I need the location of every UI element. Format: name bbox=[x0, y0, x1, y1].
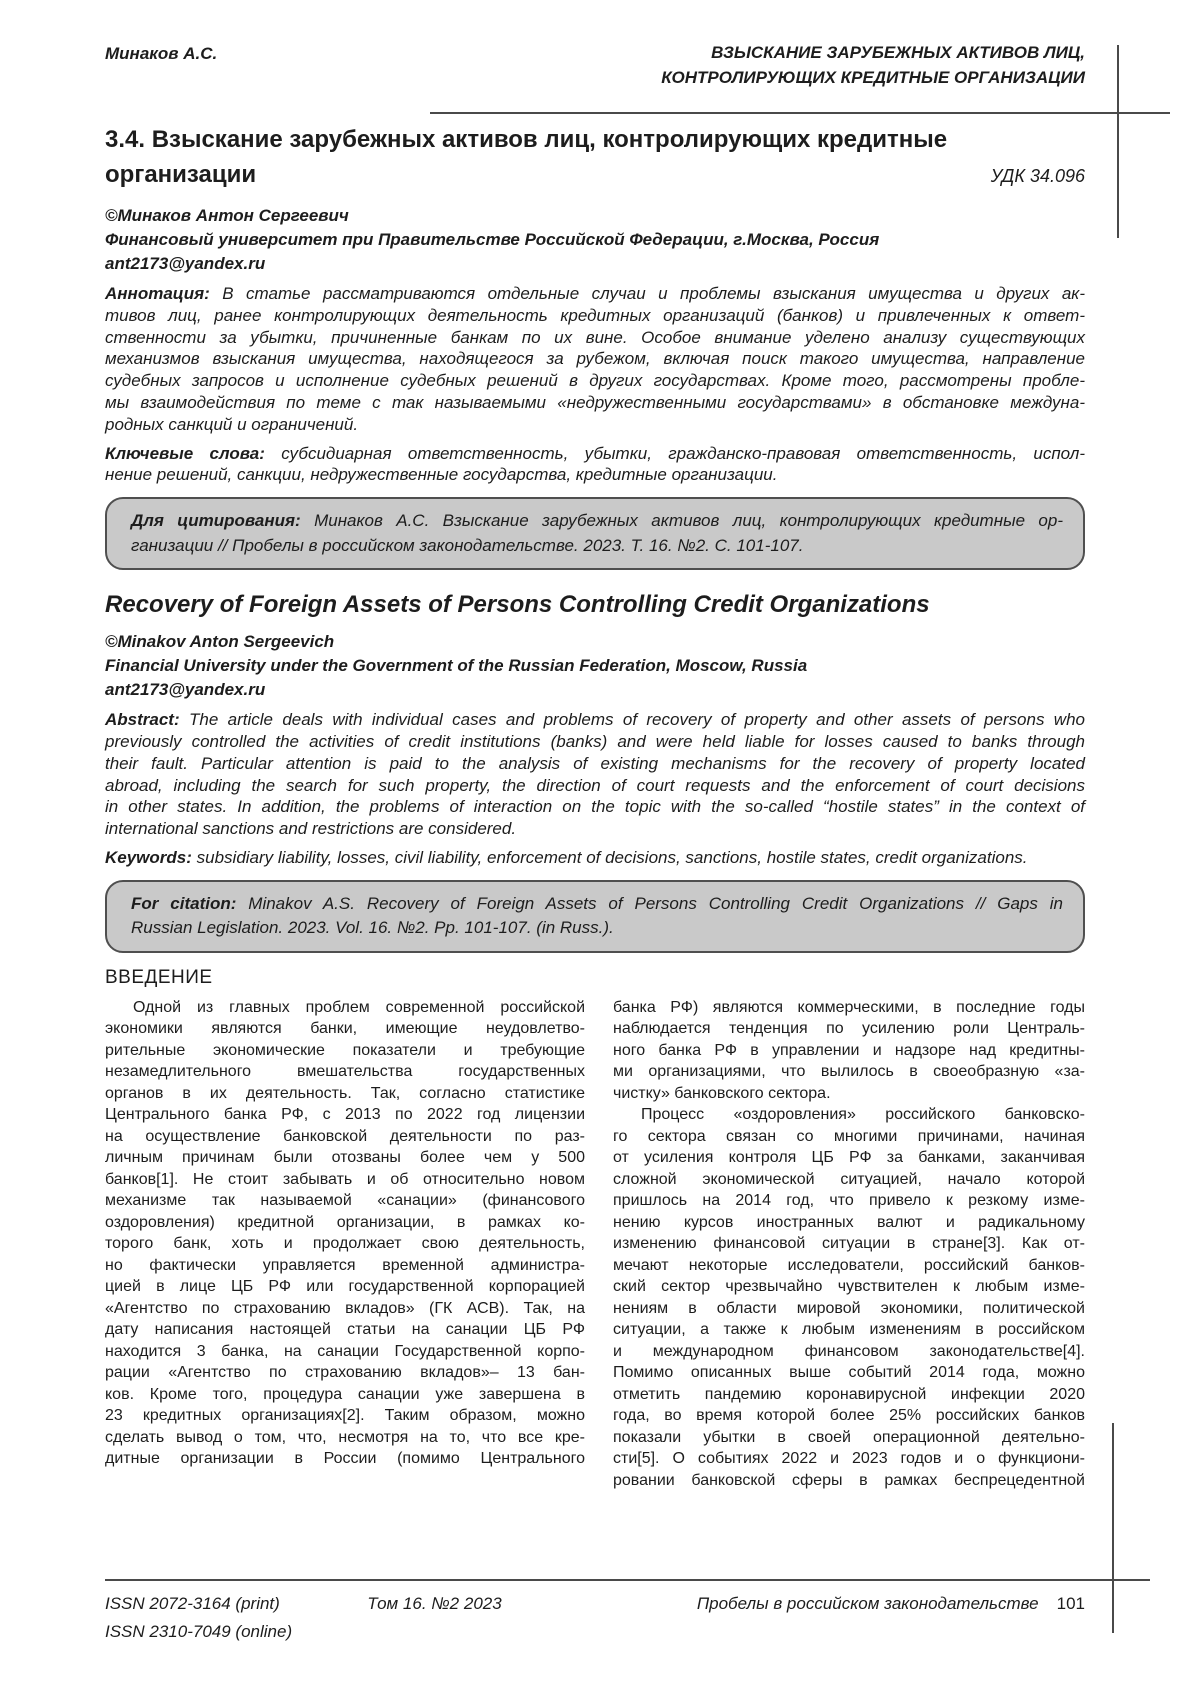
text-line: abroad, including the search for such property, the direction of court requests and the enforcement of court decisions bbox=[105, 775, 1085, 795]
text-line: года, во время которой более 25% российских банков bbox=[613, 1407, 1085, 1425]
text-line: пришлось на 2014 год, что привело к резкому изме- bbox=[613, 1192, 1085, 1210]
authors-block-ru bbox=[105, 204, 1085, 276]
text-line: личным причинам были отозваны более чем у 500 bbox=[105, 1149, 585, 1167]
text-line: торого банк, хоть и продолжает свою деятельность, bbox=[105, 1235, 585, 1253]
text-line: their fault. Particular attention is paid to the analysis of existing mechanisms for the recovery of property located bbox=[105, 753, 1085, 773]
running-head-title bbox=[661, 40, 1085, 90]
footer-journal-group bbox=[697, 1590, 1085, 1618]
footer-volume: Том 16. №2 2023 bbox=[367, 1594, 502, 1613]
text-line: тивов лиц, ранее контролирующих деятельность кредитных организаций (банков) и привлеченных к ответ- bbox=[105, 305, 1085, 325]
keywords-en bbox=[105, 847, 1085, 869]
text-line: рации «Агентство по страхованию вкладов»– 13 бан- bbox=[105, 1364, 585, 1382]
text-line: ственности за убытки, причиненные банкам по их вине. Особое внимание уделено анализу существующих bbox=[105, 327, 1085, 347]
text-line: цией в лице ЦБ РФ или государственной корпорацией bbox=[105, 1278, 585, 1296]
text-line: Одной из главных проблем современной российской bbox=[133, 998, 585, 1016]
text-line: Keywords: subsidiary liability, losses, civil liability, enforcement of decisions, sanctions, hostile states, credit organizations. bbox=[105, 847, 1028, 867]
text-line: Abstract: The article deals with individual cases and problems of recovery of property and other assets of persons who bbox=[105, 710, 1085, 730]
body-column-right bbox=[613, 997, 1085, 1492]
text-line: ровании банковской сферы в рамках беспрецедентной bbox=[613, 1471, 1085, 1489]
running-head-title-line1: ВЗЫСКАНИЕ ЗАРУБЕЖНЫХ АКТИВОВ ЛИЦ, bbox=[711, 43, 1085, 62]
article-title-ru-line1: 3.4. Взыскание зарубежных активов лиц, контролирующих кредитные bbox=[105, 126, 948, 153]
article-title-ru bbox=[105, 122, 1085, 194]
text-line: механизмов взыскания имущества, находящегося за рубежом, включая поиск такого имущества, направление bbox=[105, 349, 1085, 369]
article-title-ru-line2: организации bbox=[105, 161, 257, 188]
text-line: находится 3 банка, на санации Государственной корпо- bbox=[105, 1342, 585, 1360]
text-line: от усиления контроля ЦБ РФ за банками, заканчивая bbox=[613, 1149, 1085, 1167]
text-line: international sanctions and restrictions are considered. bbox=[105, 819, 517, 839]
abstract-en bbox=[105, 709, 1085, 840]
paragraph-lead: Keywords: bbox=[105, 847, 197, 867]
text-line: мы взаимодействия по теме с так называемыми «недружественными государствами» в обстановке междуна- bbox=[105, 392, 1085, 412]
text-line: родных санкций и ограничений. bbox=[105, 414, 359, 434]
running-head bbox=[105, 0, 1085, 90]
running-head-author: Минаков А.С. bbox=[105, 44, 218, 63]
running-head-title-line2: КОНТРОЛИРУЮЩИХ КРЕДИТНЫЕ ОРГАНИЗАЦИИ bbox=[661, 68, 1085, 87]
text-line: мечают некоторые исследователи, российский банков- bbox=[613, 1256, 1085, 1274]
author-name-en: ©Minakov Anton Sergeevich bbox=[105, 632, 335, 652]
text-line: наблюдается тенденция по усилению роли Централь- bbox=[613, 1020, 1085, 1038]
author-affiliation-en: Financial University under the Government of the Russian Federation, Moscow, Russia bbox=[105, 656, 808, 676]
text-line: оздоровления) кредитной организации, в рамках ко- bbox=[105, 1213, 585, 1231]
text-line: судебных запросов и исполнение судебных решений в других государствах. Кроме того, рассмотрены пробле- bbox=[105, 371, 1085, 391]
issn-block bbox=[105, 1590, 292, 1646]
issn-online: ISSN 2310-7049 (online) bbox=[105, 1622, 293, 1641]
text-line: нению курсов иностранных валют и радикальному bbox=[613, 1213, 1085, 1231]
footer-rule bbox=[105, 1579, 1150, 1581]
issn-print: ISSN 2072-3164 (print) bbox=[105, 1594, 280, 1613]
text-line: ский сектор чрезвычайно чувствителен к любым изме- bbox=[613, 1278, 1085, 1296]
author-affiliation-ru: Финансовый университет при Правительстве Российской Федерации, г.Москва, Россия bbox=[105, 230, 880, 249]
text-line: механизме так называемой «санации» (финансового bbox=[105, 1192, 585, 1210]
text-line: For citation: Minakov A.S. Recovery of Foreign Assets of Persons Controlling Credit Organizations // Gaps in bbox=[131, 893, 1063, 913]
text-line: рительные экономические показатели и требующие bbox=[105, 1041, 585, 1059]
article-title-ru-line2-row bbox=[105, 157, 1085, 194]
text-line: Процесс «оздоровления» российского банковско- bbox=[641, 1106, 1085, 1124]
text-line: изменению финансовой ситуации в стране[3]. Как от- bbox=[613, 1235, 1085, 1253]
text-line: показали убытки в своей операционной деятельно- bbox=[613, 1428, 1085, 1446]
text-line: ганизации // Пробелы в российском законодательстве. 2023. Т. 16. №2. С. 101-107. bbox=[131, 535, 804, 555]
author-email-en: ant2173@yandex.ru bbox=[105, 680, 266, 700]
citation-box-ru bbox=[105, 497, 1085, 570]
text-line: Russian Legislation. 2023. Vol. 16. №2. Pp. 101-107. (in Russ.). bbox=[131, 918, 614, 938]
text-line: ного банка РФ в управлении и надзоре над кредитны- bbox=[613, 1041, 1085, 1059]
page-trim-line-bottom-right bbox=[1112, 1423, 1114, 1633]
text-line: Помимо описанных выше событий 2014 года, можно bbox=[613, 1364, 1085, 1382]
author-email-ru: ant2173@yandex.ru bbox=[105, 254, 266, 273]
paragraph-lead: Ключевые слова: bbox=[105, 443, 282, 463]
text-line: чистку» банковского сектора. bbox=[613, 1084, 831, 1102]
text-line: на осуществление банковской деятельности по раз- bbox=[105, 1127, 585, 1145]
citation-box-en bbox=[105, 880, 1085, 953]
paragraph-lead: Для цитирования: bbox=[131, 511, 315, 531]
paragraph-lead: Abstract: bbox=[105, 710, 189, 730]
text-line: 23 кредитных организациях[2]. Таким образом, можно bbox=[105, 1407, 585, 1425]
text-line: дату написания настоящей статьи на санации ЦБ РФ bbox=[105, 1321, 585, 1339]
text-line: «Агентство по страхованию вкладов» (ГК АСВ). Так, на bbox=[105, 1299, 585, 1317]
authors-block-en bbox=[105, 630, 1085, 702]
page-trim-line-top-right bbox=[1117, 45, 1119, 238]
text-line: экономики являются банки, имеющие неудовлетво- bbox=[105, 1020, 585, 1038]
text-line: го сектора связан со многими причинами, начиная bbox=[613, 1127, 1085, 1145]
author-name-ru: ©Минаков Антон Сергеевич bbox=[105, 206, 349, 225]
udk-code: УДК 34.096 bbox=[990, 166, 1085, 186]
annotation-ru bbox=[105, 283, 1085, 436]
paragraph-lead: Аннотация: bbox=[105, 284, 223, 303]
text-line: Для цитирования: Минаков А.С. Взыскание зарубежных активов лиц, контролирующих кредитные ор- bbox=[131, 511, 1063, 531]
text-line: Ключевые слова: субсидиарная ответственность, убытки, гражданско-правовая ответственность, испол- bbox=[105, 443, 1086, 463]
text-line: in other states. In addition, the problems of interaction on the topic with the so-called “hostile states” in the context of bbox=[105, 797, 1085, 817]
text-line: ситуации, а также к любым изменениям в российском bbox=[613, 1321, 1085, 1339]
text-line: previously controlled the activities of credit institutions (banks) and were held liable for losses caused to banks through bbox=[105, 731, 1085, 751]
page-footer bbox=[105, 1590, 1085, 1646]
text-line: но фактически управляется временной администра- bbox=[105, 1256, 585, 1274]
text-line: незамедлительного вмешательства государственных bbox=[105, 1063, 585, 1081]
body-columns bbox=[105, 997, 1085, 1492]
text-line: Центрального банка РФ, с 2013 по 2022 год лицензии bbox=[105, 1106, 585, 1124]
text-line: Аннотация: В статье рассматриваются отдельные случаи и проблемы взыскания имущества и других ак- bbox=[105, 284, 1085, 303]
article-title-en: Recovery of Foreign Assets of Persons Controlling Credit Organizations bbox=[105, 591, 930, 619]
footer-journal-title: Пробелы в российском законодательстве bbox=[696, 1594, 1039, 1613]
text-line: сложной экономической ситуацией, начало которой bbox=[613, 1170, 1085, 1188]
text-line: и международном финансовом законодательстве[4]. bbox=[613, 1342, 1085, 1360]
text-line: ков. Кроме того, процедура санации уже завершена в bbox=[105, 1385, 585, 1403]
text-line: сти[5]. О событиях 2022 и 2023 годов и о функциони- bbox=[613, 1450, 1085, 1468]
body-column-left bbox=[105, 997, 585, 1492]
paragraph-lead: For citation: bbox=[131, 893, 249, 913]
section-heading-introduction: ВВЕДЕНИЕ bbox=[105, 966, 213, 988]
text-line: банков[1]. Не стоит забывать и об относительно новом bbox=[105, 1170, 585, 1188]
text-line: ми организациями, что вылилось в своеобразную «за- bbox=[613, 1063, 1085, 1081]
text-line: сделать вывод о том, что, несмотря на то, что все кре- bbox=[105, 1428, 585, 1446]
text-line: нениям в области мировой экономики, политической bbox=[613, 1299, 1085, 1317]
text-line: нение решений, санкции, недружественные государства, кредитные организации. bbox=[105, 465, 778, 485]
text-line: органов в их деятельность. Так, согласно статистике bbox=[105, 1084, 585, 1102]
text-line: отметить пандемию коронавирусной инфекции 2020 bbox=[613, 1385, 1085, 1403]
keywords-ru bbox=[105, 443, 1085, 487]
page-number: 101 bbox=[1056, 1594, 1085, 1613]
page-content bbox=[105, 0, 1085, 1491]
text-line: банка РФ) являются коммерческими, в последние годы bbox=[613, 998, 1085, 1016]
text-line: дитные организации в России (помимо Центрального bbox=[105, 1450, 585, 1468]
